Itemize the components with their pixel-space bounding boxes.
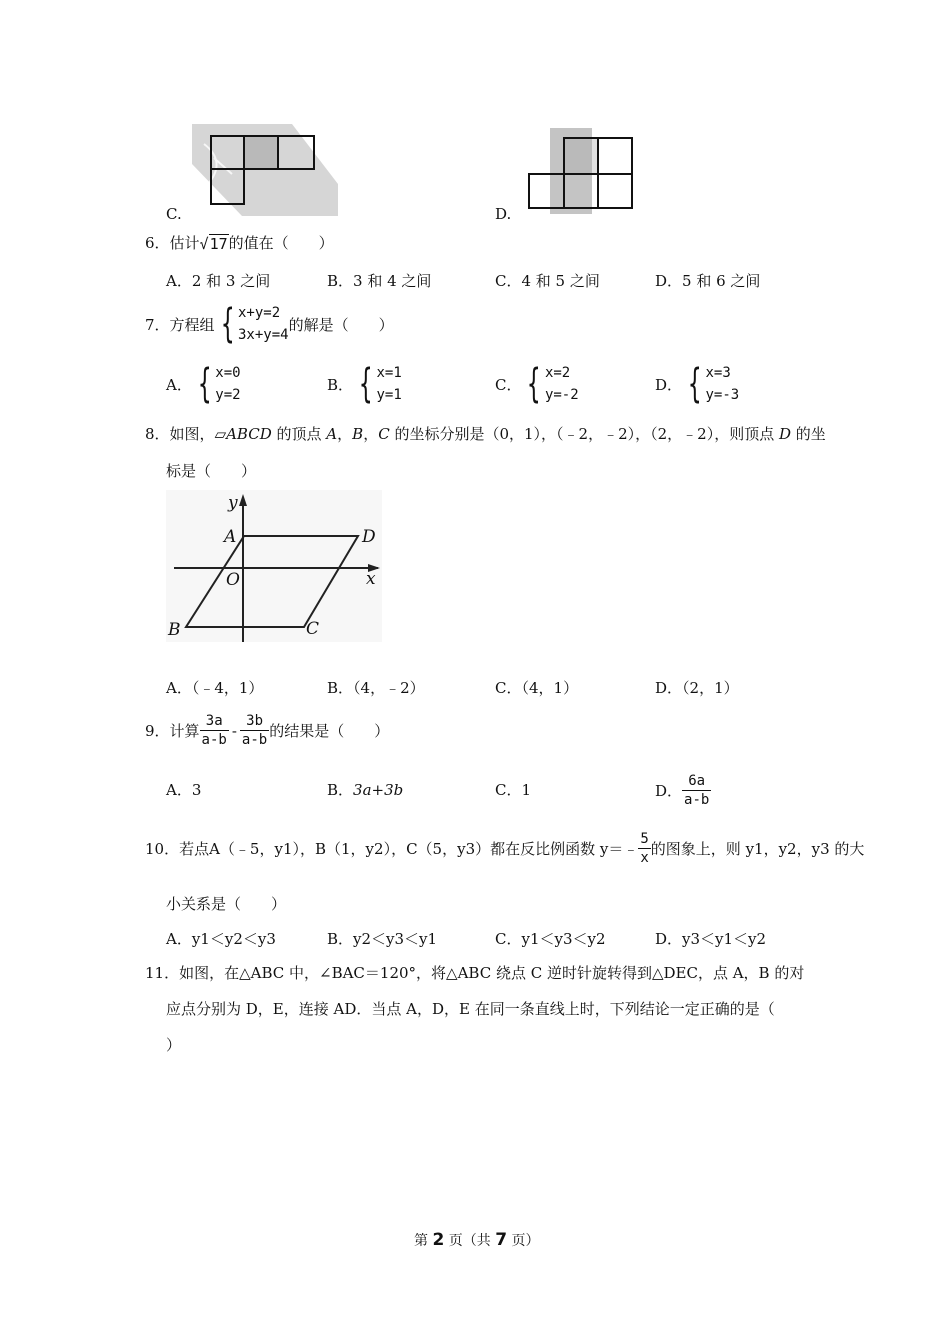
q7-option-b: B． { x=1 y=1 bbox=[327, 361, 402, 407]
q6-option-b: B．3 和 4 之间 bbox=[327, 272, 432, 290]
figure-c-label: C. bbox=[166, 205, 182, 223]
q9-option-c: C．1 bbox=[495, 781, 532, 799]
q6-option-d: D．5 和 6 之间 bbox=[655, 272, 761, 290]
label-a: A bbox=[224, 527, 237, 547]
question-11-line2: 应点分别为 D，E，连接 AD．当点 A，D，E 在同一条直线上时，下列结论一定正确的是（ bbox=[166, 1000, 775, 1018]
q9-option-b: B．3a+3b bbox=[327, 781, 404, 799]
question-11-line3: ） bbox=[166, 1036, 182, 1054]
q6-option-a: A．2 和 3 之间 bbox=[166, 272, 271, 290]
label-c: C bbox=[306, 619, 320, 639]
question-10-line2: 小关系是（ ） bbox=[166, 895, 287, 913]
q10-option-d: D．y3＜y1＜y2 bbox=[655, 930, 767, 948]
question-7: 7．方程组 { x+y=2 3x+y=4 的解是（ ） bbox=[145, 301, 394, 347]
q7-option-c: C． { x=2 y=-2 bbox=[495, 361, 579, 407]
question-6: 6．估计√17的值在（ ） bbox=[145, 234, 334, 253]
question-11-line1: 11．如图，在△ABC 中，∠BAC＝120°，将△ABC 绕点 C 逆时针旋转得到△DEC，点 A，B 的对 bbox=[145, 964, 805, 982]
page-footer: 第 2 页（共 7 页） bbox=[414, 1230, 540, 1250]
q8-option-c: C．（4，1） bbox=[495, 679, 579, 697]
parallelogram-figure bbox=[166, 490, 382, 642]
label-x: x bbox=[366, 569, 376, 589]
q6-option-c: C．4 和 5 之间 bbox=[495, 272, 600, 290]
question-10-line1: 10．若点 A（﹣5，y1），B（1，y2），C（5，y3）都在反比例函数 y＝﹣ $\frac{5}{x}$ 的图象上，则 y1，y2，y3 的大 bbox=[145, 831, 865, 866]
figure-c-net bbox=[192, 124, 338, 216]
figure-d-net bbox=[526, 126, 636, 216]
q8-option-a: A．（﹣4，1） bbox=[166, 679, 264, 697]
q7-option-d: D． { x=3 y=-3 bbox=[655, 361, 740, 407]
question-9: 9．计算 $\frac{3a}{a-b}$ - $\frac{3b}{a-b}$ 的结果是（ ） bbox=[145, 713, 390, 748]
q8-option-d: D．（2，1） bbox=[655, 679, 739, 697]
page-number: 2 bbox=[432, 1230, 445, 1250]
q10-option-c: C．y1＜y3＜y2 bbox=[495, 930, 606, 948]
label-o: O bbox=[226, 570, 240, 590]
q8-option-b: B．（4，﹣2） bbox=[327, 679, 425, 697]
fraction-3a: $\frac{3a}{a-b}$ bbox=[201, 713, 227, 748]
q9-option-a: A．3 bbox=[166, 781, 202, 799]
q10-option-a: A．y1＜y2＜y3 bbox=[166, 930, 276, 948]
label-y: y bbox=[228, 493, 238, 513]
q9-option-d: D． $\frac{6a}{a-b}$ bbox=[655, 773, 710, 808]
question-8-line2: 标是（ ） bbox=[166, 462, 257, 480]
q7-option-a: A． { x=0 y=2 bbox=[166, 361, 241, 407]
label-d: D bbox=[362, 527, 376, 547]
label-b: B bbox=[168, 620, 181, 640]
sqrt-expression: √17 bbox=[199, 235, 228, 253]
equation-system: { x+y=2 3x+y=4 bbox=[220, 301, 289, 347]
fraction-3b: $\frac{3b}{a-b}$ bbox=[241, 713, 268, 748]
question-8-line1: 8．如图，▱ABCD 的顶点 A，B，C 的坐标分别是（0，1），（﹣2，﹣2），（2，﹣2），则顶点 D 的坐 bbox=[145, 425, 826, 443]
q10-option-b: B．y2＜y3＜y1 bbox=[327, 930, 438, 948]
figure-d-label: D. bbox=[495, 205, 512, 223]
fraction-5-over-x: $\frac{5}{x}$ bbox=[640, 831, 649, 866]
page-total: 7 bbox=[495, 1230, 508, 1250]
